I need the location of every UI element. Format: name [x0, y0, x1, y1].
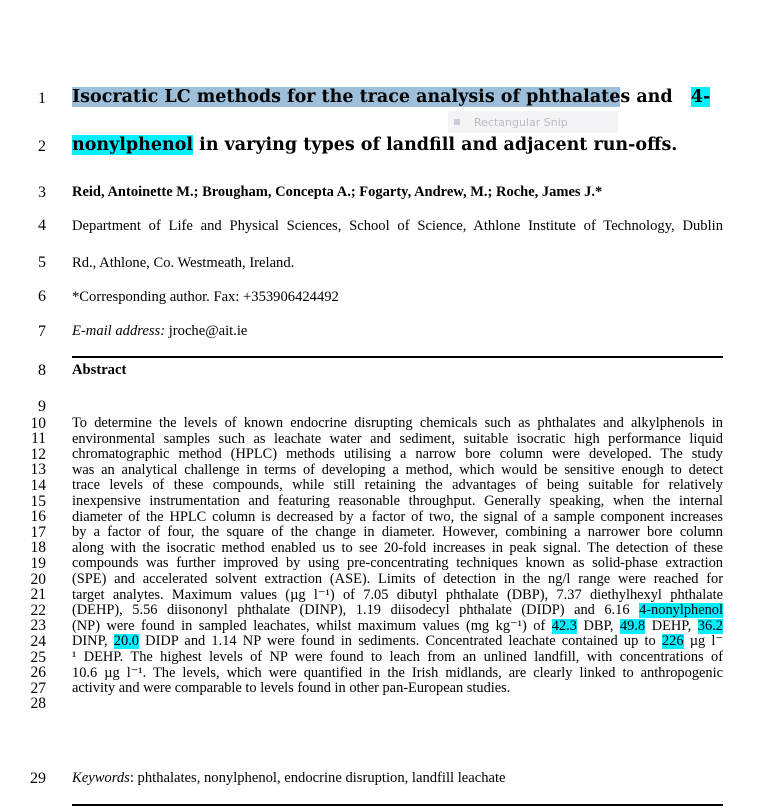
- title-text: s and: [620, 87, 673, 107]
- abstract-line: along with the isocratic method enabled us to see 20-fold increases in peak signal. The detection of these: [72, 540, 723, 556]
- line-number: 15: [30, 492, 46, 510]
- line-number: 18: [30, 539, 46, 557]
- line-number: 12: [30, 445, 46, 463]
- abstract-heading: Abstract: [72, 362, 127, 378]
- abstract-line: compounds was further improved by using pre-concentrating techniques known as solid-phase extraction: [72, 556, 723, 572]
- line-number: 19: [30, 555, 46, 572]
- rectangular-snip-tooltip[interactable]: [448, 111, 618, 133]
- line-number: 1: [38, 90, 46, 107]
- affiliation-line-1: Department of Life and Physical Sciences, School of Science, Athlone Institute of Technology, Dublin: [72, 218, 723, 234]
- abstract-line: [72, 619, 723, 635]
- divider: [72, 356, 723, 358]
- highlight-value: 36.2: [697, 618, 723, 634]
- line-number: 4: [38, 217, 46, 234]
- abstract-line: environmental samples such as leachate water and sediment, suitable isocratic high performance liquid: [72, 431, 723, 447]
- abstract-body: [72, 416, 723, 697]
- line-number: 29: [30, 770, 46, 787]
- line-number: 5: [38, 254, 46, 271]
- title-highlight: Isocratic LC methods for the trace analysis of phthalate: [72, 87, 621, 107]
- divider-bottom: [72, 804, 723, 806]
- authors: Reid, Antoinette M.; Brougham, Concepta A.; Fogarty, Andrew, M.; Roche, James J.*: [72, 184, 603, 200]
- email-label: E-mail address:: [72, 323, 166, 339]
- abstract-text: DBP,: [576, 618, 620, 634]
- line-number: 20: [30, 570, 46, 588]
- abstract-line: (SPE) and accelerated solvent extraction (ASE). Limits of detection in the ng/l range were reached for: [72, 571, 723, 587]
- email-line: [72, 323, 247, 340]
- abstract-text: µg l⁻: [683, 634, 723, 650]
- email-value[interactable]: jroche@ait.ie: [165, 323, 248, 339]
- abstract-line: diameter of the HPLC column is decreased by a factor of two, the signal of a sample component increases: [72, 509, 723, 525]
- highlight-nonylphenol: 4-nonylphenol: [639, 603, 723, 619]
- snip-icon: [454, 119, 460, 125]
- highlight-value: 20.0: [113, 634, 139, 650]
- keywords-line: [72, 770, 506, 787]
- line-number: 17: [30, 523, 46, 541]
- line-number: 21: [30, 586, 46, 604]
- line-number: 7: [38, 323, 46, 340]
- corresponding-author: *Corresponding author. Fax: +353906424492: [72, 289, 339, 305]
- line-number: 9: [38, 398, 46, 415]
- line-number: 23: [30, 617, 46, 635]
- line-number: 28: [30, 695, 46, 713]
- abstract-line: was an analytical challenge in terms of developing a method, which would be sensitive enough to detect: [72, 462, 723, 478]
- line-number: 27: [30, 679, 46, 697]
- line-number: 2: [38, 138, 46, 155]
- keywords-value: : phthalates, nonylphenol, endocrine disruption, landfill leachate: [129, 770, 506, 786]
- snip-label: Rectangular Snip: [474, 115, 568, 129]
- abstract-line: 10.6 µg l⁻¹. The levels, which were quantified in the Irish midlands, are clearly linked to anthropogenic: [72, 665, 723, 681]
- title-highlight-cyan: 4-: [690, 87, 711, 107]
- line-number: 13: [30, 461, 46, 479]
- highlight-value: 42.3: [551, 618, 577, 634]
- abstract-text: DEHP,: [645, 618, 698, 634]
- line-number: 22: [30, 601, 46, 619]
- abstract-line: target analytes. Maximum values (µg l⁻¹) of 7.05 dibutyl phthalate (DBP), 7.37 diethylhexyl phthalate: [72, 587, 723, 603]
- line-number: 10: [30, 414, 46, 432]
- line-number: 24: [30, 633, 46, 650]
- abstract-line: chromatographic method (HPLC) methods utilising a narrow bore column were developed. The study: [72, 447, 723, 463]
- abstract-line: inexpensive instrumentation and featuring reasonable throughput. Generally speaking, when the internal: [72, 493, 723, 509]
- line-number: 6: [38, 288, 46, 305]
- line-number: 25: [30, 648, 46, 666]
- line-number: 14: [30, 477, 46, 494]
- affiliation-line-2: Rd., Athlone, Co. Westmeath, Ireland.: [72, 255, 295, 271]
- abstract-line: [72, 603, 723, 619]
- line-number: 16: [30, 508, 46, 526]
- abstract-text: (NP) were found in sampled leachates, whilst maximum values (mg kg⁻¹) of: [72, 618, 552, 634]
- abstract-line: ¹ DEHP. The highest levels of NP were found to leach from an unlined landfill, with concentrations of: [72, 649, 723, 665]
- line-number: 8: [38, 362, 46, 379]
- keywords-label: Keywords: [72, 770, 130, 786]
- abstract-line: activity and were comparable to levels found in other pan-European studies.: [72, 681, 511, 697]
- highlight-value: 226: [661, 634, 684, 650]
- title-line-1: [72, 87, 710, 107]
- abstract-text: DINP,: [72, 634, 114, 650]
- title-text: in varying types of landfill and adjacent run-offs.: [193, 135, 678, 155]
- abstract-line: [72, 634, 723, 650]
- title-highlight-cyan: nonylphenol: [72, 135, 194, 155]
- abstract-line: trace levels of these compounds, while still retaining the advantages of being suitable for relatively: [72, 478, 723, 494]
- highlight-value: 49.8: [619, 618, 646, 634]
- abstract-text: (DEHP), 5.56 diisononyl phthalate (DINP), 1.19 diisodecyl phthalate (DIDP) and 6.16: [72, 603, 640, 619]
- line-number: 3: [38, 184, 46, 201]
- abstract-line: by a factor of four, the square of the change in diameter. However, combining a narrower bore column: [72, 525, 723, 541]
- abstract-line: To determine the levels of known endocrine disrupting chemicals such as phthalates and alkylphenols in: [72, 416, 723, 431]
- line-number: 26: [30, 664, 46, 682]
- abstract-text: DIDP and 1.14 NP were found in sediments. Concentrated leachate contained up to: [138, 634, 662, 650]
- title-line-2: [72, 135, 677, 155]
- line-number: 11: [31, 430, 46, 448]
